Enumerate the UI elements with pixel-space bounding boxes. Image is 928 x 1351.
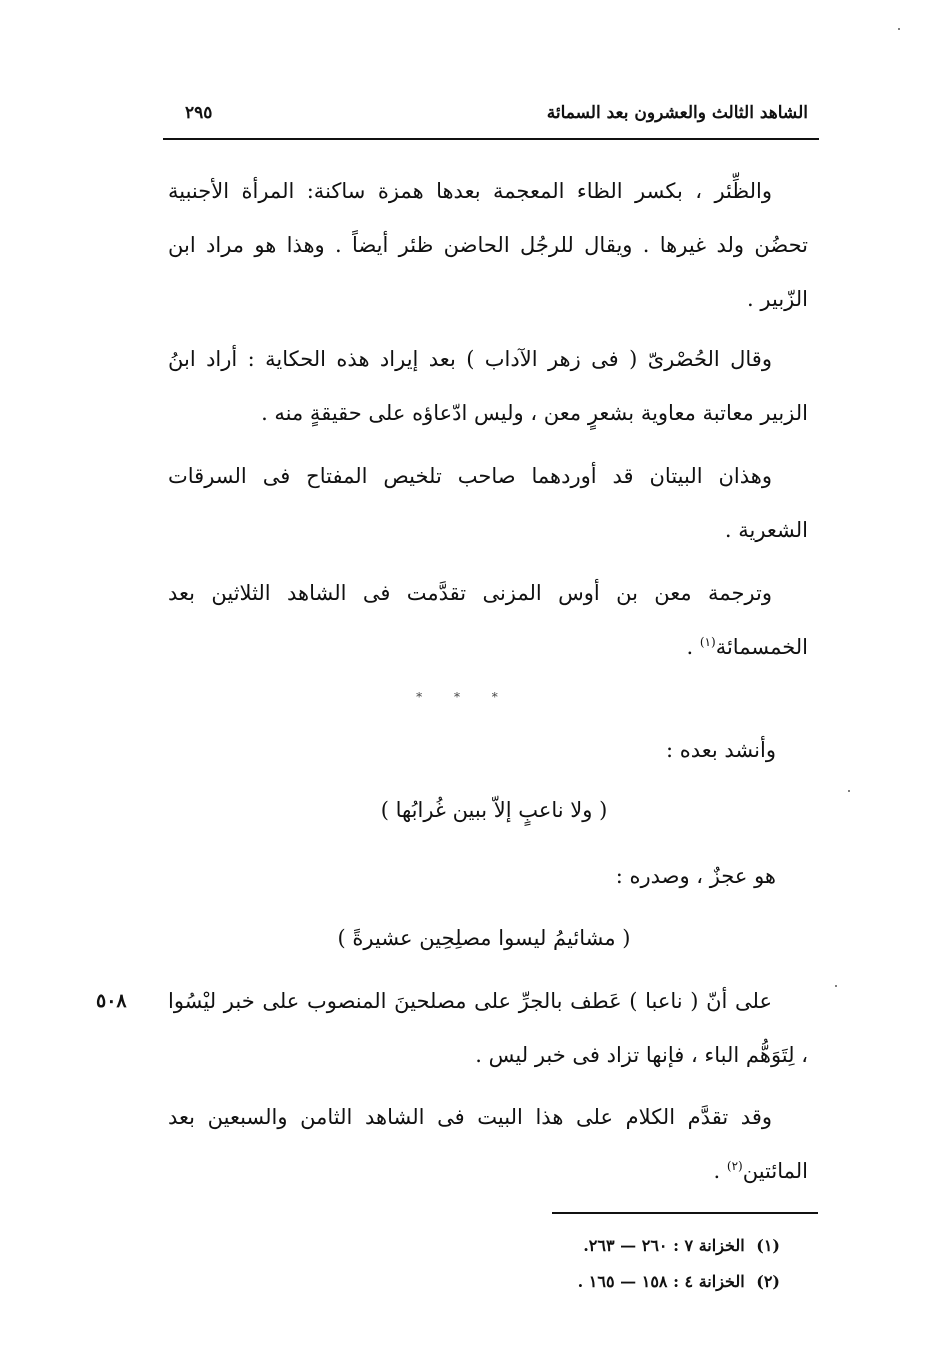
footnote-marker-1: (١) bbox=[699, 635, 716, 649]
header-rule bbox=[163, 138, 819, 140]
page-number: ٢٩٥ bbox=[185, 103, 213, 123]
recitation-intro: وأنشد بعده : bbox=[665, 738, 776, 762]
verse-line-1: ( ولا ناعبٍ إلاّ ببين غُرابُها ) bbox=[380, 798, 608, 822]
paragraph-3: وهذان البيتان قد أوردهما صاحب تلخيص المفتاح فى السرقات الشعرية . bbox=[168, 464, 808, 542]
running-header-title: الشاهد الثالث والعشرون بعد السمائة bbox=[546, 103, 808, 123]
paragraph-4-last-word: الخمسمائة bbox=[715, 635, 808, 659]
footnote-1 bbox=[583, 1236, 780, 1255]
scan-speck bbox=[835, 985, 837, 987]
footnote-2-text: الخزانة ٤ : ١٥٨ — ١٦٥ . bbox=[577, 1272, 745, 1291]
section-separator: * * * bbox=[416, 690, 512, 704]
paragraph-2: وقال الحُصْرىّ ( فى زهر الآداب ) بعد إيراد هذه الحكاية : أراد ابنُ الزبير معاتبة معاوية بشعرٍ معن ، وليس ادّعاؤه على حقيقةٍ منه . bbox=[168, 347, 808, 425]
margin-witness-number: ٥٠٨ bbox=[96, 990, 127, 1012]
paragraph-1: والظِّئر ، بكسر الظاء المعجمة بعدها همزة ساكنة: المرأة الأجنبية تحضُن ولد غيرها . ويقال للرجُل الحاضن ظئر أيضاً . وهذا هو مراد ابن الزّبير . bbox=[168, 179, 808, 311]
footnote-rule bbox=[552, 1212, 818, 1214]
verse-line-2: ( مشائيمُ ليسوا مصلِحِين عشيرةً ) bbox=[337, 926, 631, 950]
paragraph-6-period: . bbox=[713, 1159, 721, 1183]
footnote-1-marker: (١) bbox=[756, 1236, 780, 1255]
paragraph-5: على أنّ ( ناعبا ) عَطف بالجرِّ على مصلحينَ المنصوب على خبر ليْسُوا ، لِتَوَهُّم الباء ، فإنها تزاد فى خبر ليس . bbox=[168, 989, 808, 1067]
paragraph-6-text: وقد تقدَّم الكلام على هذا البيت فى الشاهد الثامن والسبعين بعد bbox=[168, 1105, 772, 1129]
paragraph-4-text: وترجمة معن بن أوس المزنى تقدَّمت فى الشاهد الثلاثين بعد bbox=[168, 581, 772, 605]
paragraph-6-last-word: المائتين bbox=[742, 1159, 808, 1183]
paragraph-4-period: . bbox=[686, 635, 694, 659]
scan-speck bbox=[848, 790, 850, 792]
footnote-2 bbox=[578, 1272, 780, 1291]
paragraph-4 bbox=[168, 566, 808, 674]
footnote-marker-2: (٢) bbox=[726, 1159, 743, 1173]
scan-speck bbox=[898, 28, 900, 30]
paragraph-6 bbox=[168, 1090, 808, 1198]
hemistich-note: هو عجزٌ ، وصدره : bbox=[615, 864, 776, 888]
footnote-1-text: الخزانة ٧ : ٢٦٠ — ٢٦٣. bbox=[583, 1236, 745, 1255]
footnote-2-marker: (٢) bbox=[756, 1272, 780, 1291]
